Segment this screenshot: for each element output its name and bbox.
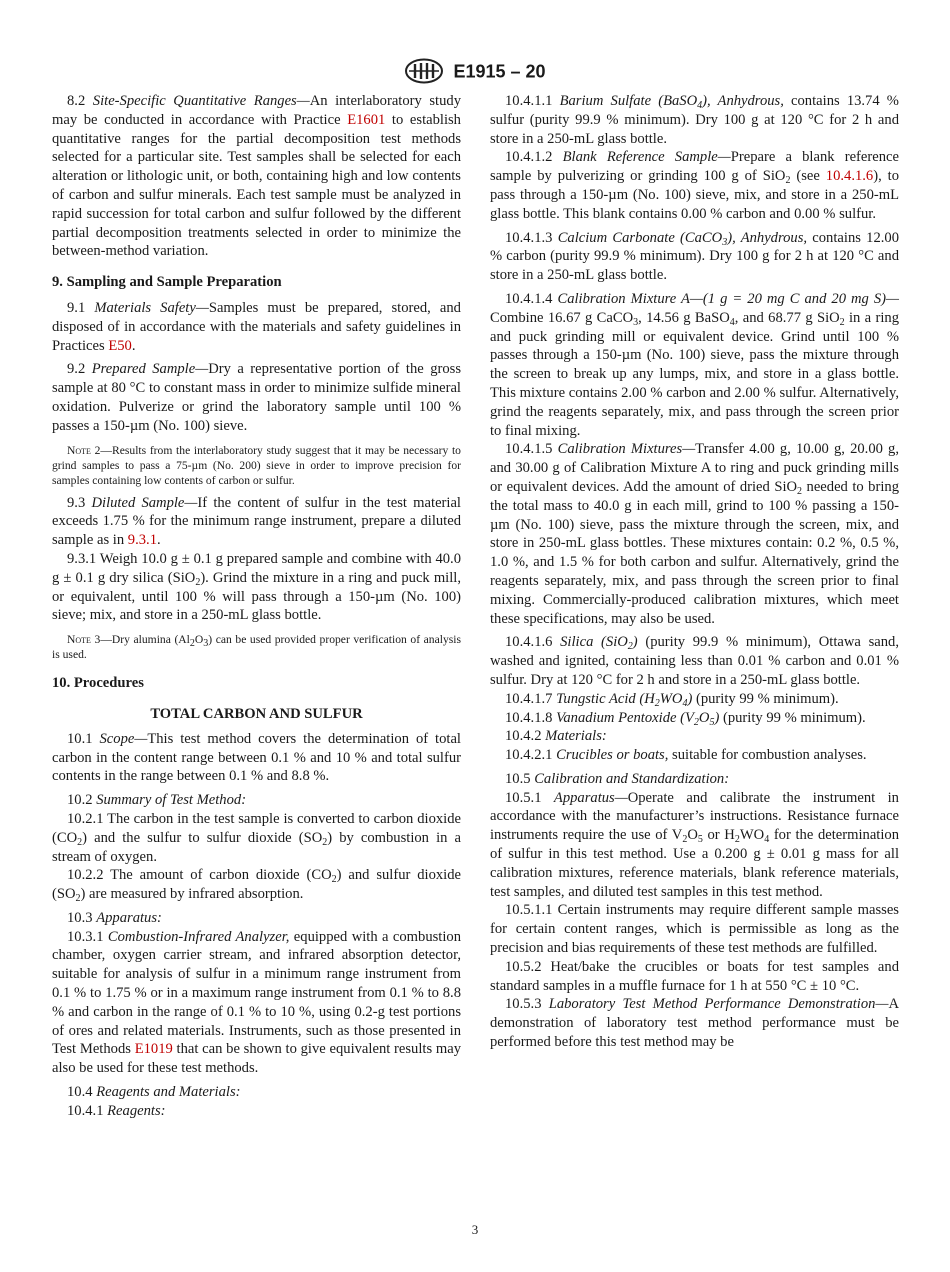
left-column: [52, 92, 461, 1121]
ref-e50-link[interactable]: E50: [108, 337, 132, 354]
section-10-4-2: 10.4.2 Materials:: [505, 728, 607, 745]
section-10-4-1-3: 10.4.1.3 Calcium Carbonate (CaCO$_3$), Anhydrous, contains 12.00 % carbon (purity 99.9 % minimum). Dry 100 g for 2 h at 120 °C and store in a 250-mL glass bottle.: [490, 229, 899, 284]
section-10-4-1: 10.4.1 Reagents:: [67, 1102, 166, 1119]
page-header: [0, 56, 950, 84]
section-10-4-1-8: 10.4.1.8 Vanadium Pentoxide $(V_2O_5)$ (purity 99 % minimum).: [505, 709, 866, 728]
section-10-5-1: 10.5.1 Apparatus—Operate and calibrate the instrument in accordance with the manufacturer’s instructions. Resistance furnace instruments require the use of $V_2O_5$ or $H_2WO_4$ for the determination of sulfur in this test method. Use a 0.200 g ± 0.01 g mass for all calibration mixtures, reference materials, blank reference materials, test samples, and diluted test samples in this test method.: [490, 789, 899, 900]
section-10-4-1-1: 10.4.1.1 Barium Sulfate (BaSO$_4$), Anhydrous, contains 13.74 % sulfur (purity 99.9 % minimum). Dry 100 g at 120 °C for 2 h and store in a 250-mL glass bottle.: [490, 93, 899, 147]
section-10-2: 10.2 Summary of Test Method:: [67, 792, 247, 809]
note-3: Note 3—Dry alumina $(Al_2O_3)$ can be used provided proper verification of analysis is used.: [52, 633, 461, 662]
ref-e1601-link[interactable]: E1601: [347, 111, 386, 128]
section-8-2: 8.2 Site-Specific Quantitative Ranges—An interlaboratory study may be conducted in accordance with Practice E1601 to establish quantitative ranges for the partial decomposition test methods selected for a particular site. Test samples shall be selected for each alteration or lithologic unit, or both, containing high and low contents of carbon and sulfur minerals. Each test sample must be analyzed in rapid succession for total carbon and sulfur followed by the different partial decomposition treatments selected in order to minimize the between-method variation.: [52, 93, 461, 260]
section-10-1: 10.1 Scope—This test method covers the determination of total carbon in the content range between 0.1 % and 10 % and total sulfur contents in the range between 0.1 % and 8.8 %.: [52, 730, 461, 785]
section-10-4-2-1: 10.4.2.1 Crucibles or boats, suitable for combustion analyses.: [505, 747, 867, 764]
section-9-1: 9.1 Materials Safety—Samples must be prepared, stored, and disposed of in accordance with the materials and safety guidelines in Practices E50.: [52, 299, 461, 354]
section-10-4-1-5: 10.4.1.5 Calibration Mixtures—Transfer 4.00 g, 10.00 g, 20.00 g, and 30.00 g of Calibration Mixture A to ring and puck grinding mills or equivalent devices. Add the amount of dried SiO$_2$ needed to bring the total mass to 40.0 g in each mill, grind to 100 % passing a 150-µm (No. 100) sieve, pass the mixture through the screen, mix, and store in 250-mL glass bottles. These mixtures contain: 0.2 %, 0.5 %, 1.0 %, and 1.5 % for both carbon and sulfur. Alternatively, grind the reagents separately, mix, and pass through the screen prior to final mixing. Commercially-produced calibration mixtures, which meet these specifications, may also be used.: [490, 441, 899, 627]
section-10-4: 10.4 Reagents and Materials:: [67, 1084, 241, 1101]
section-9-heading: 9. Sampling and Sample Preparation: [52, 274, 282, 291]
astm-logo-icon: [404, 58, 444, 84]
section-10-5-1-1: 10.5.1.1 Certain instruments may require different sample masses for certain content ranges, which is permissible as long as the precision and bias requirements of these test methods are fulfilled.: [490, 902, 899, 957]
ref-e1019-link[interactable]: E1019: [134, 1041, 173, 1058]
section-10-4-1-7: 10.4.1.7 Tungstic Acid $(H_2WO_4)$ (purity 99 % minimum).: [505, 690, 839, 709]
section-10-4-1-6: 10.4.1.6 Silica (SiO$_2$) (purity 99.9 % minimum), Ottawa sand, washed and ignited, containing less than 0.01 % carbon and 0.01 % sulfur. Dry at 120 °C for 2 h and store in a 250-mL glass bottle.: [490, 634, 899, 688]
section-9-2: 9.2 Prepared Sample—Dry a representative portion of the gross sample at 80 °C to constant mass in order to minimize sulfide mineral oxidation. Pulverize or grind the laboratory sample until 100 % passes a 150-µm (No. 100) sieve.: [52, 361, 462, 434]
ref-10-4-1-6-link[interactable]: 10.4.1.6: [825, 168, 874, 185]
document-code: E1915 – 20: [453, 61, 546, 82]
section-10-4-1-2: 10.4.1.2 Blank Reference Sample—Prepare a blank reference sample by pulverizing or grinding 100 g of SiO$_2$ (see 10.4.1.6), to pass through a 150-µm (No. 100) sieve, mix, and store in a 250-mL glass bottle. This blank contains 0.00 % carbon and 0.00 % sulfur.: [490, 149, 899, 222]
section-10-5-3: 10.5.3 Laboratory Test Method Performance Demonstration—A demonstration of laboratory test method performance must be performed before this test method may be: [490, 996, 899, 1051]
section-10-3-1: 10.3.1 Combustion-Infrared Analyzer, equipped with a combustion chamber, oxygen carrier stream, and infrared absorption detector, suitable for analysis of sulfur in a minimum range instrument from 0.1 % to 1.75 % or in a maximum range instrument from 0.1 % to 8.8 % and carbon in the range of 0.1 % to 10 %, using 0.2-g test portions of ores and related materials. Instruments, such as those presented in Test Methods E1019 that can be shown to give equivalent results may also be used for these test methods.: [52, 928, 462, 1077]
section-9-3: 9.3 Diluted Sample—If the content of sulfur in the test material exceeds 1.75 % for the minimum range instrument, prepare a diluted sample as in 9.3.1.: [52, 494, 461, 549]
section-9-3-1: 9.3.1 Weigh 10.0 g ± 0.1 g prepared sample and combine with 40.0 g ± 0.1 g dry silica (SiO$_2$). Grind the mixture in a ring and puck mill, or equivalent, until 100 % will pass through a 150-µm (No. 100) sieve; mix, and store in a 250-mL glass bottle.: [52, 550, 461, 624]
section-10-3: 10.3 Apparatus:: [67, 909, 162, 926]
section-10-2-2: 10.2.2 The amount of carbon dioxide $(CO_2)$ and sulfur dioxide $(SO_2)$ are measured by infrared absorption.: [52, 867, 462, 905]
total-carbon-sulfur-heading: TOTAL CARBON AND SULFUR: [150, 705, 363, 722]
right-column: [490, 92, 899, 1052]
section-10-5: 10.5 Calibration and Standardization:: [505, 770, 730, 787]
note-2: Note 2—Results from the interlaboratory study suggest that it may be necessary to grind samples to pass a 75-µm (No. 200) sieve in order to improve precision for samples containing low contents of carbon or sulfur.: [52, 443, 461, 487]
section-10-heading: 10. Procedures: [52, 675, 144, 692]
ref-9-3-1-link[interactable]: 9.3.1: [127, 532, 157, 549]
section-10-2-1: 10.2.1 The carbon in the test sample is converted to carbon dioxide $(CO_2)$ and the sulfur to sulfur dioxide $(SO_2)$ by combustion in a stream of oxygen.: [52, 810, 461, 865]
section-10-5-2: 10.5.2 Heat/bake the crucibles or boats for test samples and standard samples in a muffle furnace for 1 h at 550 °C ± 10 °C.: [490, 958, 899, 994]
section-10-4-1-4: 10.4.1.4 Calibration Mixture A—(1 g = 20 mg C and 20 mg S)—Combine 16.67 g CaCO$_3$, 14.56 g BaSO$_4$, and 68.77 g SiO$_2$ in a ring and puck grinding mill or equivalent device. Grind until 100 % passes through a 150-µm (No. 100) sieve, pass the mixture through the screen to break up any lumps, mix, and store in a glass bottle. This mixture contains 2.00 % carbon and 2.00 % sulfur. Alternatively, grind the reagents separately, mix, and pass through the screen prior to final mixing.: [490, 290, 900, 439]
page-number: 3: [471, 1222, 479, 1237]
